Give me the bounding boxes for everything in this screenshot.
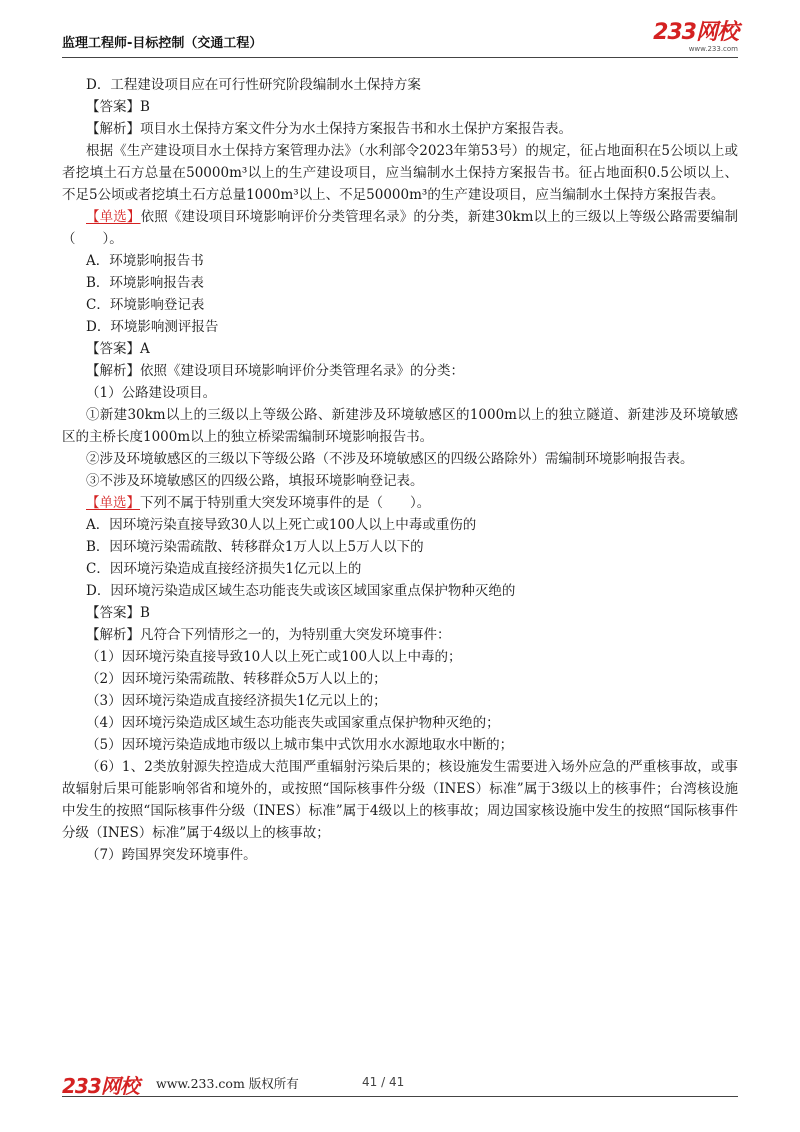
q2-option-b: B．环境影响报告表 (86, 275, 204, 291)
q2-item-1a: ①新建30km以上的三级以上等级公路、新建涉及环境敏感区的1000m以上的独立隧道、新建涉及环境敏感区的主桥长度1000m以上的独立桥梁需编制环境影响报告书。 (62, 407, 738, 445)
q3-option-d: D．因环境污染造成区域生态功能丧失或该区域国家重点保护物种灭绝的 (86, 583, 516, 599)
q2-stem (62, 206, 738, 250)
q2-item-1c: ③不涉及环境敏感区的四级公路，填报环境影响登记表。 (86, 473, 424, 489)
q2-item-1: （1）公路建设项目。 (86, 385, 217, 401)
header-logo (653, 22, 738, 53)
header-logo-url: www.233.com (688, 45, 738, 53)
header-divider (62, 57, 738, 58)
q2-answer: 【答案】A (86, 341, 150, 357)
q1-option-d: D．工程建设项目应在可行性研究阶段编制水土保持方案 (86, 77, 421, 93)
q1-answer: 【答案】B (86, 99, 150, 115)
q3-stem (62, 492, 738, 514)
q3-analysis (62, 624, 738, 646)
page-content (62, 74, 738, 866)
page-header (62, 22, 738, 56)
q1-analysis (62, 118, 738, 140)
q3-answer: 【答案】B (86, 605, 150, 621)
question-stem-text: 下列不属于特别重大突发环境事件的是（ ）。 (140, 495, 431, 511)
analysis-label: 【解析】 (86, 627, 140, 643)
document-title: 监理工程师-目标控制（交通工程） (62, 36, 263, 51)
q2-analysis (62, 360, 738, 382)
q2-option-a: A．环境影响报告书 (86, 253, 204, 269)
footer-logo: 233网校 (62, 1074, 139, 1098)
analysis-label: 【解析】 (86, 121, 140, 137)
analysis-text: 依照《建设项目环境影响评价分类管理名录》的分类： (140, 363, 464, 379)
q1-analysis-paragraph: 根据《生产建设项目水土保持方案管理办法》（水利部令2023年第53号）的规定，征占地面积在5公顷以上或者挖填土石方总量在50000m³以上的生产建设项目，应当编制水土保持方案报告书。征占地面积0.5公顷以上、不足5公顷或者挖填土石方总量1000m³以上、不足50000m³的生产建设项目，应当编制水土保持方案报告表。 (62, 143, 738, 203)
q3-option-a: A．因环境污染直接导致30人以上死亡或100人以上中毒或重伤的 (86, 517, 477, 533)
analysis-label: 【解析】 (86, 363, 140, 379)
q2-item-1b: ②涉及环境敏感区的三级以下等级公路（不涉及环境敏感区的四级公路除外）需编制环境影响报告表。 (86, 451, 694, 467)
q3-item-3: （3）因环境污染造成直接经济损失1亿元以上的； (86, 693, 387, 709)
q3-item-4: （4）因环境污染造成区域生态功能丧失或国家重点保护物种灭绝的； (86, 715, 500, 731)
q3-item-5: （5）因环境污染造成地市级以上城市集中式饮用水水源地取水中断的； (86, 737, 514, 753)
footer-divider (62, 1096, 738, 1097)
question-stem-text: 依照《建设项目环境影响评价分类管理名录》的分类，新建30km以上的三级以上等级公路需要编制（ ）。 (62, 209, 738, 247)
analysis-text: 凡符合下列情形之一的，为特别重大突发环境事件： (140, 627, 451, 643)
q3-option-c: C．因环境污染造成直接经济损失1亿元以上的 (86, 561, 362, 577)
q3-item-7: （7）跨国界突发环境事件。 (86, 847, 257, 863)
page-footer (62, 1070, 738, 1098)
question-type-tag: 【单选】 (86, 495, 140, 511)
q3-item-6: （6）1、2类放射源失控造成大范围严重辐射污染后果的；核设施发生需要进入场外应急的严重核事故，或事故辐射后果可能影响邻省和境外的，或按照“国际核事件分级（INES）标准”属于3级以上的核事件；台湾核设施中发生的按照“国际核事件分级（INES）标准”属于4级以上的核事故；周边国家核设施中发生的按照“国际核事件分级（INES）标准”属于4级以上的核事故； (62, 759, 738, 841)
footer-copyright: www.233.com 版权所有 (156, 1076, 299, 1091)
q2-option-c: C．环境影响登记表 (86, 297, 205, 313)
page-number: 41 / 41 (362, 1075, 405, 1089)
question-type-tag: 【单选】 (86, 209, 141, 225)
q2-option-d: D．环境影响测评报告 (86, 319, 219, 335)
q3-item-1: （1）因环境污染直接导致10人以上死亡或100人以上中毒的； (86, 649, 462, 665)
q3-option-b: B．因环境污染需疏散、转移群众1万人以上5万人以下的 (86, 539, 424, 555)
analysis-text: 项目水土保持方案文件分为水土保持方案报告书和水土保护方案报告表。 (140, 121, 572, 137)
header-logo-text: 233网校 (653, 20, 738, 45)
q3-item-2: （2）因环境污染需疏散、转移群众5万人以上的； (86, 671, 387, 687)
